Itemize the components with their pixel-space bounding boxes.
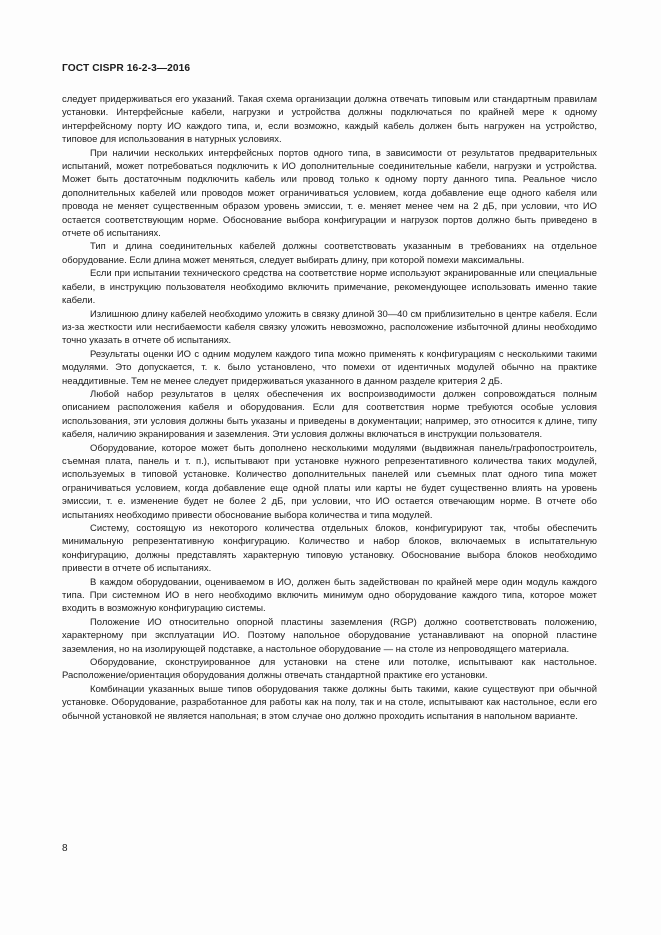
page-number: 8	[62, 843, 68, 854]
paragraph: Оборудование, сконструированное для установки на стене или потолке, испытывают как настольное. Расположение/ориентация оборудования должны отвечать стандартной практике его установки.	[62, 657, 597, 682]
paragraph: Любой набор результатов в целях обеспечения их воспроизводимости должен сопровождаться полным описанием расположения кабеля и оборудования. Если для соответствия норме требуются особые условия использования, эти условия должны быть указаны и приведены в документации; например, это относится к длине, типу кабеля, наличию экранирования и заземления. Эти условия должны включаться в инструкции пользователя.	[62, 388, 597, 441]
document-header: ГОСТ CISPR 16-2-3—2016	[62, 63, 191, 74]
paragraph: Оборудование, которое может быть дополнено несколькими модулями (выдвижная панель/графопостроитель, съемная плата, панель и т. п.), испытывают при установке нужного репрезентативного количества таких модулей, используемых в типовой установке. Количество дополнительных панелей или съемных плат одного типа может ограничиваться условием, когда добавление еще одной платы или карты не будет существенно влиять на уровень эмиссии, т. е. изменение будет не более 2 дБ, при условии, что ИО остается отвечающим норме. В отчете обо испытаниях необходимо привести обоснование выбора количества и типа модулей.	[62, 442, 597, 521]
paragraph: Тип и длина соединительных кабелей должны соответствовать указанным в требованиях на отдельное оборудование. Если длина может меняться, следует выбирать длину, при которой помехи максимальны.	[62, 241, 597, 266]
paragraph: Если при испытании технического средства на соответствие норме используют экранированные или специальные кабели, в инструкцию пользователя необходимо включить примечание, рекомендующее использовать именно такие кабели.	[62, 268, 597, 307]
paragraph: следует придерживаться его указаний. Такая схема организации должна отвечать типовым или стандартным правилам установки. Интерфейсные кабели, нагрузки и устройства должны подключаться по крайней мере к одному интерфейсному порту ИО каждого типа, и, если возможно, каждый кабель должен быть нагружен на устройство, типовое для использования в натурных условиях.	[62, 94, 597, 146]
paragraph: Результаты оценки ИО с одним модулем каждого типа можно применять к конфигурациям с несколькими такими модулями. Это допускается, т. к. было установлено, что помехи от идентичных модулей обычно на практике неаддитивные. Тем не менее следует придерживаться указанного в данном разделе критерия 2 дБ.	[62, 348, 597, 387]
paragraph: Положение ИО относительно опорной пластины заземления (RGP) должно соответствовать положению, характерному при эксплуатации ИО. Поэтому напольное оборудование устанавливают на опорной пластине заземления, но на изолирующей подставке, а настольное оборудование — на столе из непроводящего материала.	[62, 616, 597, 655]
paragraph: Систему, состоящую из некоторого количества отдельных блоков, конфигурируют так, чтобы обеспечить минимальную репрезентативную конфигурацию. Количество и набор блоков, включаемых в испытательную конфигурацию, должны представлять характерную типовую установку. Обоснование выбора блоков необходимо привести в отчете об испытаниях.	[62, 523, 597, 575]
paragraph: Комбинации указанных выше типов оборудования также должны быть такими, какие существуют при обычной установке. Оборудование, разработанное для работы как на полу, так и на столе, испытывают как настольное, если его обычной установкой не является напольная; в этом случае оно должно проходить испытания в напольном варианте.	[62, 683, 597, 722]
paragraph: Излишнюю длину кабелей необходимо уложить в связку длиной 30—40 см приблизительно в центре кабеля. Если из-за жесткости или несгибаемости кабеля связку уложить невозможно, расположение избыточной длины необходимо точно указать в отчете об испытаниях.	[62, 308, 597, 347]
body-text	[62, 93, 597, 723]
paragraph: В каждом оборудовании, оцениваемом в ИО, должен быть задействован по крайней мере один модуль каждого типа. При системном ИО в него необходимо включить минимум одно оборудование каждого типа, которое может входить в возможную конфигурацию системы.	[62, 576, 597, 615]
paragraph: При наличии нескольких интерфейсных портов одного типа, в зависимости от результатов предварительных испытаний, может потребоваться подключить к ИО дополнительные соединительные кабели, нагрузки и устройства. Может быть достаточным подключить кабель или провод только к одному порту данного типа. Реальное число дополнительных кабелей или проводов может ограничиваться условием, когда добавление еще одного кабеля или провода не меняет существенным образом уровень эмиссии, т. е. меняет менее чем на 2 дБ, при условии, что ИО остается соответствующим норме. Обоснование выбора конфигурации и нагрузок портов должно быть приведено в отчете об испытаниях.	[62, 147, 597, 240]
